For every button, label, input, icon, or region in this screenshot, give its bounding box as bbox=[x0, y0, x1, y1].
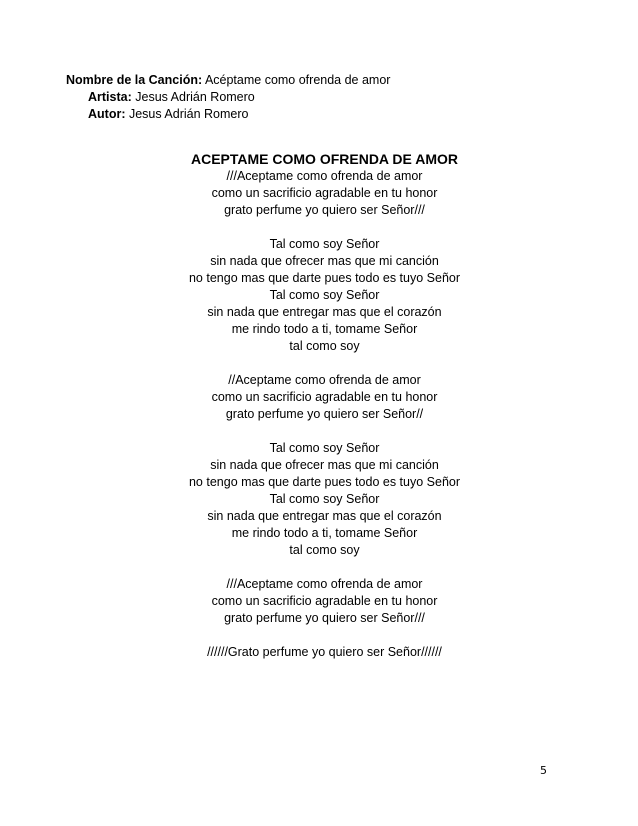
lyric-line: me rindo todo a ti, tomame Señor bbox=[231, 322, 418, 336]
author-line bbox=[66, 106, 390, 123]
lyric-line: //Aceptame como ofrenda de amor bbox=[228, 373, 421, 387]
stanza-1 bbox=[0, 168, 638, 219]
page-number: 5 bbox=[540, 764, 547, 777]
author-label: Autor: bbox=[88, 107, 126, 121]
lyric-line: como un sacrificio agradable en tu honor bbox=[211, 186, 438, 200]
song-name-label: Nombre de la Canción: bbox=[66, 73, 203, 87]
lyric-line: ///Aceptame como ofrenda de amor bbox=[226, 577, 423, 591]
lyric-line: //////Grato perfume yo quiero ser Señor////// bbox=[207, 645, 442, 659]
stanza-6 bbox=[0, 644, 638, 661]
lyric-line: Tal como soy Señor bbox=[269, 441, 380, 455]
lyric-line: Tal como soy Señor bbox=[269, 492, 380, 506]
lyric-line: sin nada que entregar mas que el corazón bbox=[207, 509, 442, 523]
lyric-line: tal como soy bbox=[289, 339, 360, 353]
lyric-line: grato perfume yo quiero ser Señor// bbox=[225, 407, 424, 421]
song-title: ACEPTAME COMO OFRENDA DE AMOR bbox=[190, 151, 459, 167]
lyric-line: grato perfume yo quiero ser Señor/// bbox=[224, 203, 425, 217]
stanza-5 bbox=[0, 576, 638, 627]
lyric-line: ///Aceptame como ofrenda de amor bbox=[226, 169, 423, 183]
stanza-4 bbox=[0, 440, 638, 559]
lyric-line: sin nada que entregar mas que el corazón bbox=[207, 305, 442, 319]
lyric-line: como un sacrificio agradable en tu honor bbox=[211, 594, 438, 608]
lyric-line: no tengo mas que darte pues todo es tuyo Señor bbox=[188, 475, 461, 489]
stanza-2 bbox=[0, 236, 638, 355]
song-name-line bbox=[66, 72, 390, 89]
artist-value: Jesus Adrián Romero bbox=[135, 90, 255, 104]
lyric-line: Tal como soy Señor bbox=[269, 237, 380, 251]
lyric-line: me rindo todo a ti, tomame Señor bbox=[231, 526, 418, 540]
lyric-line: sin nada que ofrecer mas que mi canción bbox=[210, 458, 439, 472]
artist-label: Artista: bbox=[88, 90, 132, 104]
lyric-line: no tengo mas que darte pues todo es tuyo Señor bbox=[188, 271, 461, 285]
song-lyrics bbox=[0, 150, 638, 678]
lyric-line: sin nada que ofrecer mas que mi canción bbox=[210, 254, 439, 268]
artist-line bbox=[66, 89, 390, 106]
lyric-line: grato perfume yo quiero ser Señor/// bbox=[224, 611, 425, 625]
song-name-value: Acéptame como ofrenda de amor bbox=[204, 73, 391, 87]
lyric-line: Tal como soy Señor bbox=[269, 288, 380, 302]
song-metadata bbox=[66, 72, 390, 123]
stanza-3 bbox=[0, 372, 638, 423]
lyric-line: como un sacrificio agradable en tu honor bbox=[211, 390, 438, 404]
lyric-line: tal como soy bbox=[289, 543, 360, 557]
author-value: Jesus Adrián Romero bbox=[128, 107, 249, 121]
